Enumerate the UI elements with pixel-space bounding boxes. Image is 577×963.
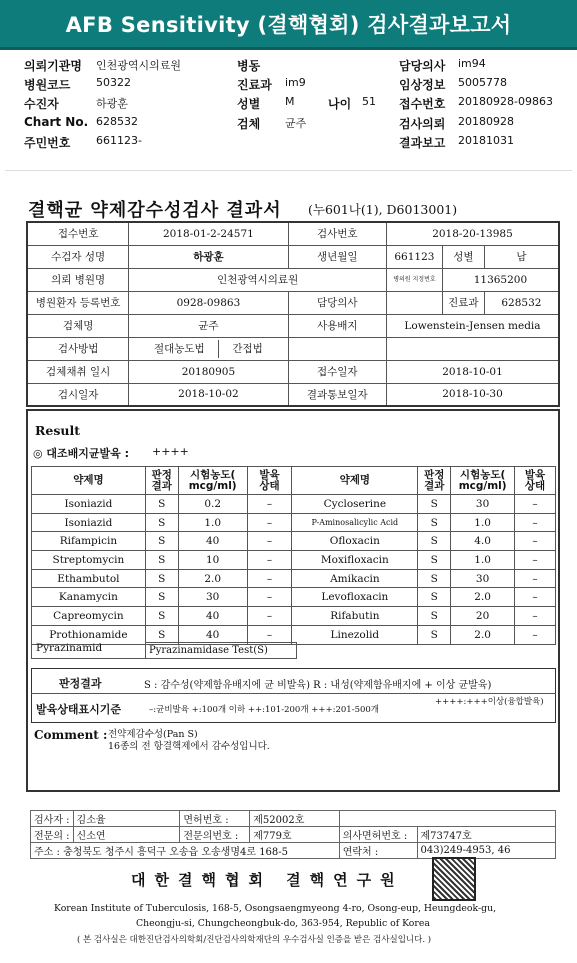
cell-drug: Levofloxacin [292, 588, 418, 607]
spec-license-label: 전문의번호 : [180, 827, 250, 843]
request-date-label: 검사의뢰 [399, 117, 446, 131]
cell-judge: S [418, 588, 451, 607]
interpretation-label: 판정결과 [59, 677, 102, 690]
table-row [27, 222, 559, 245]
table-row [27, 291, 559, 314]
cell-growth: – [247, 513, 292, 532]
table-row [32, 513, 556, 532]
cell-judge: S [145, 588, 178, 607]
hospital-label: 의뢰기관명 [24, 59, 82, 73]
receipt-date-label: 접수일자 [288, 360, 386, 383]
cell-drug: Cycloserine [292, 495, 418, 514]
method-2: 간접법 [232, 342, 263, 355]
patient-label: 수진자 [24, 97, 59, 111]
request-date-value: 20180928 [458, 115, 514, 128]
cell-judge: S [145, 607, 178, 626]
growth-header: 발육 상태 [247, 467, 292, 495]
resident-no-value: 661123- [96, 134, 142, 147]
specialist-value: 신소연 [73, 827, 180, 843]
cell-drug: Streptomycin [32, 551, 146, 570]
cell-drug: Moxifloxacin [292, 551, 418, 570]
dept-value: im9 [285, 76, 306, 89]
cell-growth: – [515, 588, 556, 607]
hospital-value: 인천광역시의료원 [96, 59, 182, 72]
table-row [31, 843, 556, 859]
cell-growth: – [247, 569, 292, 588]
cell-conc: 1.0 [451, 551, 515, 570]
cell-drug: Isoniazid [32, 495, 146, 514]
table-row [27, 360, 559, 383]
doctor-value: im94 [458, 57, 486, 70]
sensitivity-table [31, 466, 556, 645]
patient-info-table [26, 221, 560, 407]
institute-name: 대한결핵협회 결핵연구원 [131, 871, 404, 889]
cell-growth: – [515, 607, 556, 626]
designation-label: 병의원 지정번호 [386, 268, 442, 291]
table-row [32, 607, 556, 626]
cell-conc: 10 [178, 551, 247, 570]
dept-value: 628532 [484, 291, 559, 314]
signature-table [30, 810, 556, 859]
doctor-label: 담당의사 [288, 291, 386, 314]
growth-header: 발육 상태 [515, 467, 556, 495]
cell-judge: S [145, 495, 178, 514]
cell-conc: 4.0 [451, 532, 515, 551]
comment-line-2: 16종의 전 항결핵제에서 감수성입니다. [108, 741, 270, 752]
hospital-code-value: 50322 [96, 76, 131, 89]
cell-judge: S [418, 569, 451, 588]
address-label: 주소 : [34, 847, 60, 858]
table-header-row [32, 467, 556, 495]
medium-value: Lowenstein-Jensen media [386, 314, 559, 337]
sex-label: 성별 [442, 245, 484, 268]
drug-header: 약제명 [292, 467, 418, 495]
cell-judge: S [145, 551, 178, 570]
table-row [31, 811, 556, 827]
cell-conc: 1.0 [451, 513, 515, 532]
specimen-value: 균주 [285, 117, 307, 130]
hospital-code-label: 병원코드 [24, 78, 71, 92]
document-code: (누601나(1), D6013001) [308, 202, 458, 217]
doc-license-label: 의사면허번호 : [339, 827, 417, 843]
age-label: 나이 [328, 97, 352, 111]
cell-drug: Kanamycin [32, 588, 146, 607]
age-value: 51 [362, 95, 376, 108]
name-label: 수검자 성명 [27, 245, 129, 268]
report-title: AFB Sensitivity (결핵협회) 검사결과보고서 [65, 13, 512, 37]
culture-growth-label: ◎ 대조배지균발육 : [33, 447, 130, 460]
designation-value: 11365200 [442, 268, 559, 291]
address-value: 충청북도 청주시 흥덕구 오송읍 오송생명4로 168-5 [63, 847, 289, 858]
empty-cell [386, 337, 559, 360]
cell-drug: P-Aminosalicylic Acid [292, 513, 418, 532]
cell-drug: Ethambutol [32, 569, 146, 588]
table-row [27, 268, 559, 291]
cell-conc: 40 [178, 607, 247, 626]
cell-growth: – [247, 532, 292, 551]
ward-label: 병동 [237, 59, 261, 73]
document-title: 결핵균 약제감수성검사 결과서 [28, 200, 282, 221]
examiner-value: 김소율 [73, 811, 180, 827]
cell-judge: S [145, 569, 178, 588]
result-title: Result [35, 423, 80, 438]
cell-judge: S [418, 532, 451, 551]
doc-license-value: 제73747호 [417, 827, 556, 843]
address-cell [31, 843, 340, 859]
receipt-no-value: 20180928-09863 [458, 95, 553, 108]
cell-conc: 2.0 [451, 588, 515, 607]
conc-header: 시험농도( mcg/ml) [178, 467, 247, 495]
table-row [27, 245, 559, 268]
table-row [31, 827, 556, 843]
accreditation-note: ( 본 검사실은 대한진단검사의학회/진단검사의학재단의 우수검사실 인증을 받은 검사실입니다. ) [77, 935, 432, 945]
doctor-label: 담당의사 [399, 59, 446, 73]
culture-growth-value: ++++ [152, 445, 189, 458]
chart-no-label: Chart No. [24, 115, 89, 129]
comment-label: Comment : [34, 728, 108, 742]
conc-header: 시험농도( mcg/ml) [451, 467, 515, 495]
growth-criteria-text-2: ++++:+++이상(융합발육) [435, 697, 544, 707]
cell-growth: – [247, 607, 292, 626]
dept-label: 진료과 [237, 78, 272, 92]
cell-judge: S [418, 551, 451, 570]
cell-judge: S [418, 513, 451, 532]
hospital-value: 인천광역시의료원 [129, 268, 387, 291]
cell-growth: – [515, 513, 556, 532]
divider [31, 693, 556, 694]
cell-conc: 2.0 [178, 569, 247, 588]
specimen-label: 검체 [237, 117, 261, 131]
collect-label: 검체채취 일시 [27, 360, 129, 383]
cell-conc: 30 [178, 588, 247, 607]
reg-no-label: 병원환자 등록번호 [27, 291, 129, 314]
cell-conc: 1.0 [178, 513, 247, 532]
table-row [32, 495, 556, 514]
cell-conc: 40 [178, 532, 247, 551]
sex-value: 남 [484, 245, 559, 268]
cell-conc: 0.2 [178, 495, 247, 514]
notify-date-value: 2018-10-30 [386, 383, 559, 406]
exam-date-label: 검시일자 [27, 383, 129, 406]
cell-growth: – [247, 588, 292, 607]
exam-no-label: 검사번호 [288, 222, 386, 245]
name-value: 하광훈 [129, 245, 288, 268]
cell-growth: – [247, 495, 292, 514]
specialist-label: 전문의 : [31, 827, 74, 843]
table-row [27, 337, 559, 360]
cell-conc: 40 [178, 625, 247, 644]
report-title-bar [0, 0, 577, 50]
cell-judge: S [145, 625, 178, 644]
chart-no-value: 628532 [96, 115, 138, 128]
cell-drug: Rifabutin [292, 607, 418, 626]
cell-conc: 2.0 [451, 625, 515, 644]
sex-label: 성별 [237, 97, 261, 111]
method-1: 절대농도법 [153, 342, 205, 355]
spec-license-value: 제779호 [250, 827, 339, 843]
report-date-label: 결과보고 [399, 136, 446, 150]
examiner-label: 검사자 : [31, 811, 74, 827]
cell-drug: Ofloxacin [292, 532, 418, 551]
method-label: 검사방법 [27, 337, 129, 360]
cell-judge: S [418, 607, 451, 626]
cell-judge: S [145, 513, 178, 532]
growth-criteria-label: 발육상태표시기준 [36, 703, 122, 716]
resident-no-label: 주민번호 [24, 136, 71, 150]
reception-no-label: 접수번호 [27, 222, 129, 245]
collect-value: 20180905 [129, 360, 288, 383]
cell-conc: 30 [451, 495, 515, 514]
empty-cell [288, 337, 386, 360]
cell-drug: Amikacin [292, 569, 418, 588]
birth-value: 661123 [386, 245, 442, 268]
judge-header: 판정 결과 [145, 467, 178, 495]
report-date-value: 20181031 [458, 134, 514, 147]
dept-label: 진료과 [442, 291, 484, 314]
cell-judge: S [145, 532, 178, 551]
cell-drug: Isoniazid [32, 513, 146, 532]
receipt-no-label: 접수번호 [399, 97, 446, 111]
clinical-info-label: 임상정보 [399, 78, 446, 92]
table-row [27, 383, 559, 406]
table-row [32, 569, 556, 588]
reg-no-value: 0928-09863 [129, 291, 288, 314]
cell-conc: 20 [451, 607, 515, 626]
sex-value: M [285, 95, 295, 108]
empty-cell [339, 811, 555, 827]
cell-growth: – [515, 569, 556, 588]
receipt-date-value: 2018-10-01 [386, 360, 559, 383]
exam-date-value: 2018-10-02 [129, 383, 288, 406]
cell-drug: Prothionamide [32, 625, 146, 644]
notify-date-label: 결과통보일자 [288, 383, 386, 406]
cell-growth: – [247, 551, 292, 570]
cell-drug: Rifampicin [32, 532, 146, 551]
pyrazinamid-result: Pyrazinamidase Test(S) [145, 642, 297, 659]
specimen-label: 검체명 [27, 314, 129, 337]
cell-growth: – [515, 551, 556, 570]
exam-no-value: 2018-20-13985 [386, 222, 559, 245]
table-row [32, 532, 556, 551]
cell-judge: S [418, 495, 451, 514]
drug-header: 약제명 [32, 467, 146, 495]
birth-label: 생년월일 [288, 245, 386, 268]
contact-label: 연락처 : [339, 843, 417, 859]
cell-growth: – [247, 625, 292, 644]
license-label: 면허번호 : [180, 811, 250, 827]
clinical-info-value: 5005778 [458, 76, 507, 89]
patient-value: 하광훈 [96, 97, 128, 110]
reception-no-value: 2018-01-2-24571 [129, 222, 288, 245]
cell-drug: Linezolid [292, 625, 418, 644]
cell-growth: – [515, 532, 556, 551]
cell-judge: S [418, 625, 451, 644]
table-row [32, 588, 556, 607]
judge-header: 판정 결과 [418, 467, 451, 495]
method-cell [129, 337, 288, 360]
cell-growth: – [515, 495, 556, 514]
cell-drug: Capreomycin [32, 607, 146, 626]
doctor-value [386, 291, 442, 314]
cell-conc: 30 [451, 569, 515, 588]
institute-address-line-1: Korean Institute of Tuberculosis, 168-5, Osongsaengmyeong 4-ro, Osong-eup, Heungdeok-gu, [54, 903, 497, 914]
institute-address-line-2: Cheongju-si, Chungcheongbuk-do, 363-954, Republic of Korea [136, 918, 430, 929]
contact-value: 043)249-4953, 46 [417, 843, 556, 859]
table-row [27, 314, 559, 337]
interpretation-text: S : 감수성(약제함유배지에 균 비발육) R : 내성(약제함유배지에 + 이상 균발육) [144, 680, 492, 691]
specimen-value: 균주 [129, 314, 288, 337]
pyrazinamid-name: Pyrazinamid [31, 642, 146, 659]
divider [218, 340, 219, 358]
license-value: 제52002호 [250, 811, 339, 827]
cell-growth: – [515, 625, 556, 644]
hospital-label: 의뢰 병원명 [27, 268, 129, 291]
official-seal-stamp [432, 857, 476, 901]
medium-label: 사용배지 [288, 314, 386, 337]
table-row [32, 551, 556, 570]
comment-line-1: 전약제감수성(Pan S) [108, 729, 198, 740]
growth-criteria-text: –:균비발육 +:100개 이하 ++:101-200개 +++:201-500개 [149, 705, 380, 715]
